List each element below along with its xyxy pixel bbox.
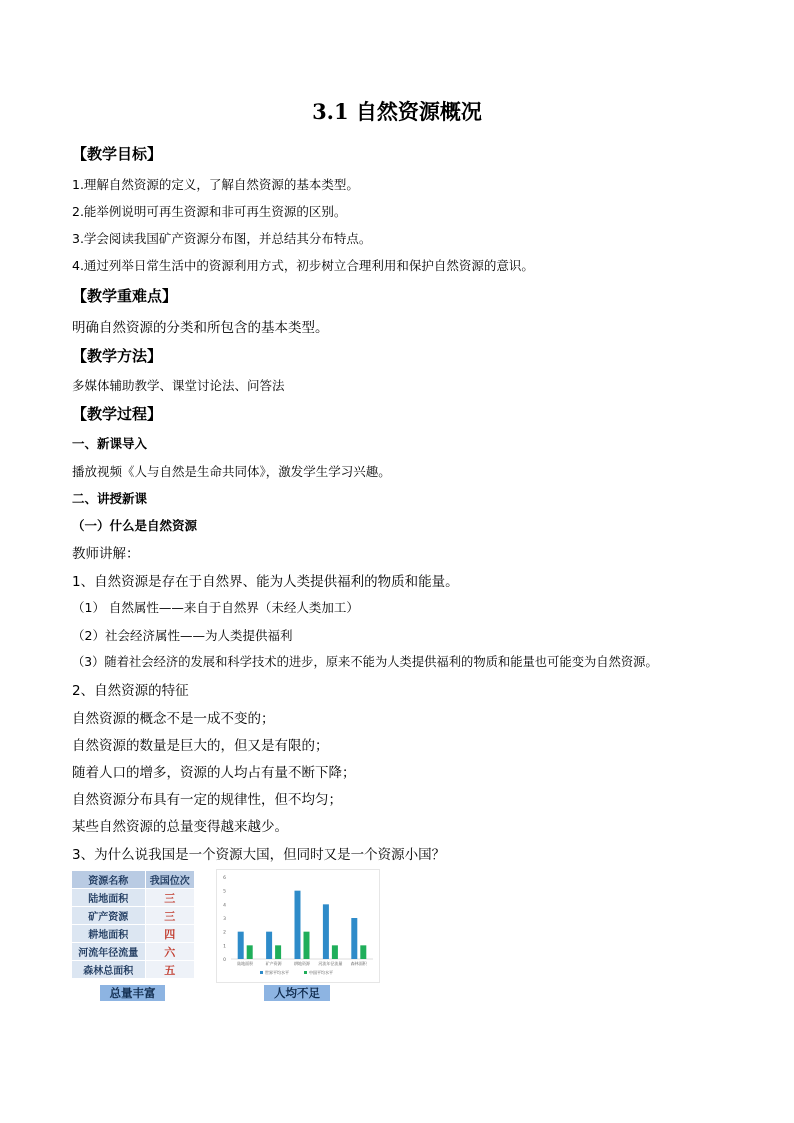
goal-item: 1.理解自然资源的定义，了解自然资源的基本类型。 bbox=[72, 177, 359, 192]
y-tick-label: 3 bbox=[223, 917, 226, 922]
y-tick-label: 5 bbox=[223, 889, 226, 895]
feature-item: 随着人口的增多，资源的人均占有量不断下降； bbox=[72, 765, 356, 781]
subsection-heading: （一）什么是自然资源 bbox=[72, 518, 198, 533]
teach-heading: 二、讲授新课 bbox=[72, 491, 148, 506]
feature-item: 自然资源的数量是巨大的，但又是有限的； bbox=[72, 738, 329, 754]
teacher-label: 教师讲解： bbox=[72, 546, 140, 562]
x-tick-label: 耕地资源 bbox=[294, 961, 310, 966]
bar-china bbox=[275, 945, 281, 959]
resource-rank: 三 bbox=[145, 889, 194, 907]
resource-rank: 三 bbox=[145, 907, 194, 925]
method-heading: 【教学方法】 bbox=[72, 347, 163, 365]
goal-item: 2.能举例说明可再生资源和非可再生资源的区别。 bbox=[72, 204, 347, 219]
bar-world bbox=[295, 891, 301, 959]
table-row bbox=[72, 907, 195, 925]
x-tick-label: 矿产资源 bbox=[265, 961, 282, 966]
feature-item: 自然资源分布具有一定的规律性，但不均匀； bbox=[72, 792, 342, 808]
legend-label: 世界平均水平 bbox=[265, 970, 289, 975]
bar-world bbox=[351, 918, 357, 959]
bar-world bbox=[266, 932, 272, 959]
resource-rank: 六 bbox=[145, 943, 194, 961]
resource-name: 耕地面积 bbox=[72, 925, 146, 943]
table-row bbox=[72, 889, 195, 907]
column-header: 我国位次 bbox=[145, 871, 194, 889]
per-capita-chart bbox=[216, 869, 380, 983]
legend-swatch bbox=[260, 971, 263, 974]
definition-text: 1、自然资源是存在于自然界、能为人类提供福利的物质和能量。 bbox=[72, 574, 459, 590]
intro-text: 播放视频《人与自然是生命共同体》，激发学生学习兴趣。 bbox=[72, 464, 391, 479]
legend-swatch bbox=[304, 971, 307, 974]
goals-heading: 【教学目标】 bbox=[72, 145, 163, 163]
goal-item: 4.通过列举日常生活中的资源利用方式，初步树立合理利用和保护自然资源的意识。 bbox=[72, 258, 534, 273]
bar-china bbox=[304, 932, 310, 959]
resource-rank: 五 bbox=[145, 961, 194, 979]
y-tick-label: 4 bbox=[223, 903, 226, 909]
attribute-item: （1） 自然属性——来自于自然界（未经人类加工） bbox=[72, 600, 359, 615]
method-text: 多媒体辅助教学、课堂讨论法、问答法 bbox=[72, 378, 285, 393]
bar-china bbox=[247, 945, 253, 959]
chart-svg bbox=[217, 870, 379, 982]
resource-name: 河流年径流量 bbox=[72, 943, 146, 961]
x-tick-label: 河流年径流量 bbox=[318, 961, 343, 966]
intro-heading: 一、新课导入 bbox=[72, 436, 148, 451]
table-row bbox=[72, 925, 195, 943]
resource-name: 陆地面积 bbox=[72, 889, 146, 907]
table-header-row bbox=[72, 871, 195, 889]
bar-china bbox=[360, 945, 366, 959]
legend-label: 中国平均水平 bbox=[309, 970, 333, 975]
feature-item: 某些自然资源的总量变得越来越少。 bbox=[72, 819, 288, 835]
question-text: 3、为什么说我国是一个资源大国，但同时又是一个资源小国？ bbox=[72, 847, 446, 863]
bar-world bbox=[238, 932, 244, 959]
y-tick-label: 1 bbox=[223, 944, 226, 950]
y-tick-label: 0 bbox=[223, 958, 226, 963]
goal-item: 3.学会阅读我国矿产资源分布图，并总结其分布特点。 bbox=[72, 231, 372, 246]
x-tick-label: 森林面积 bbox=[350, 961, 367, 966]
resource-rank: 四 bbox=[145, 925, 194, 943]
chart-caption: 人均不足 bbox=[264, 985, 330, 1001]
table-caption: 总量丰富 bbox=[100, 985, 165, 1001]
resource-rank-table bbox=[71, 870, 195, 979]
resource-name: 森林总面积 bbox=[72, 961, 146, 979]
x-tick-label: 陆地面积 bbox=[237, 961, 254, 966]
bar-world bbox=[323, 904, 329, 959]
table-row bbox=[72, 943, 195, 961]
column-header: 资源名称 bbox=[72, 871, 146, 889]
key-heading: 【教学重难点】 bbox=[72, 287, 178, 305]
y-tick-label: 2 bbox=[223, 930, 226, 936]
features-heading: 2、自然资源的特征 bbox=[72, 683, 189, 699]
attribute-item: （3）随着社会经济的发展和科学技术的进步，原来不能为人类提供福利的物质和能量也可能变为自然资源。 bbox=[72, 655, 658, 669]
table-row bbox=[72, 961, 195, 979]
resource-name: 矿产资源 bbox=[72, 907, 146, 925]
bar-china bbox=[332, 945, 338, 959]
feature-item: 自然资源的概念不是一成不变的； bbox=[72, 711, 275, 727]
process-heading: 【教学过程】 bbox=[72, 405, 163, 423]
attribute-item: （2）社会经济属性——为人类提供福利 bbox=[72, 628, 293, 643]
y-tick-label: 6 bbox=[223, 876, 226, 881]
page-title: 3.1 自然资源概况 bbox=[312, 99, 482, 124]
key-text: 明确自然资源的分类和所包含的基本类型。 bbox=[72, 320, 329, 336]
